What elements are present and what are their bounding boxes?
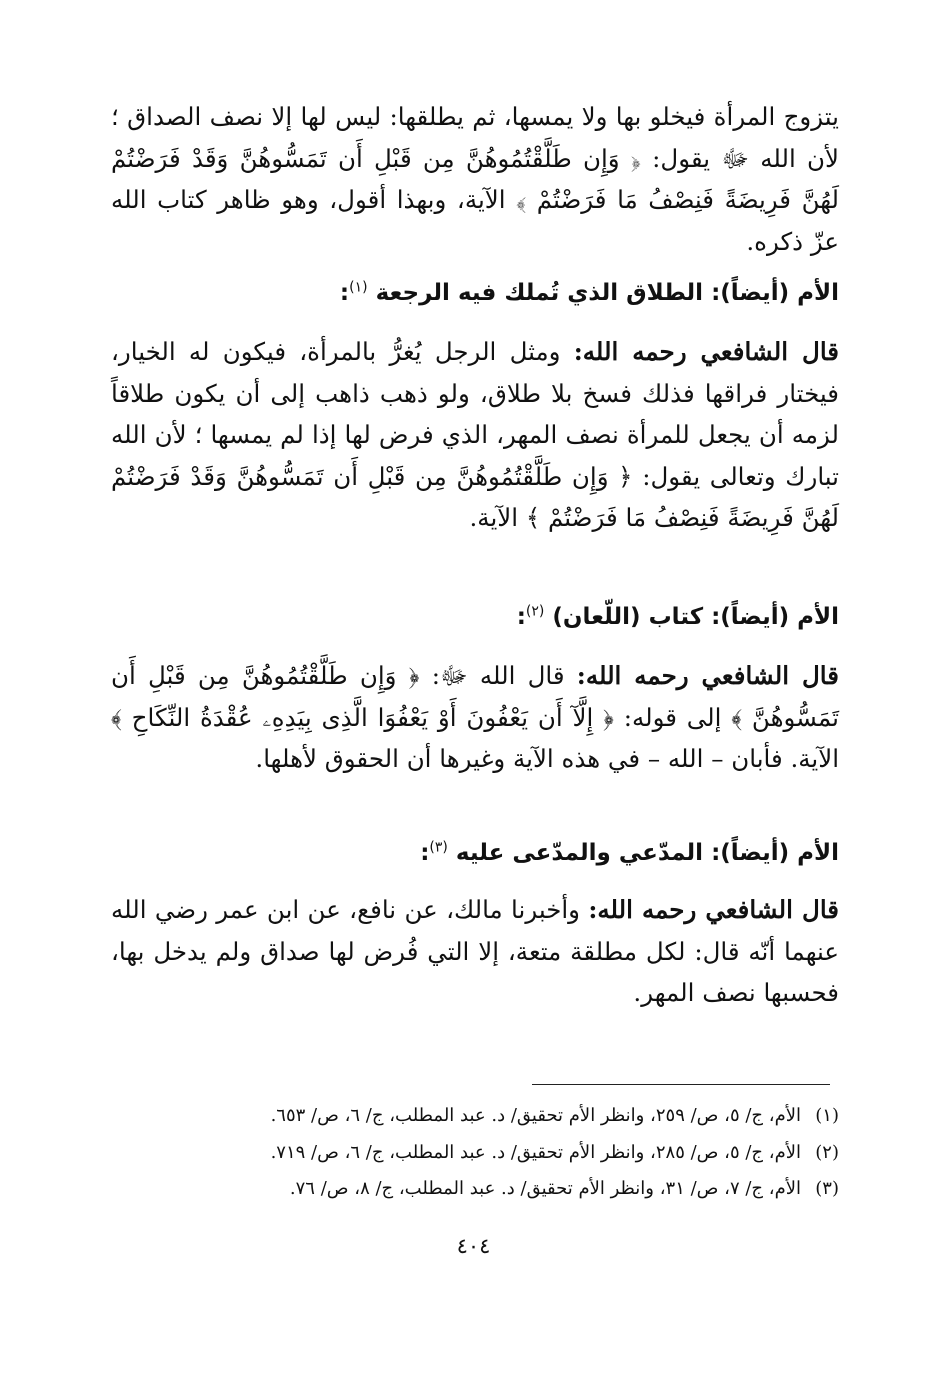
paragraph-1-text: يتزوج المرأة فيخلو بها ولا يمسها، ثم يطلقها: ليس لها إلا نصف الصداق ؛ لأن الله ﷻ يقول: ﴿ وَإِن طَلَّقْتُمُوهُنَّ مِن قَبْلِ أَن تَمَسُّوهُنَّ وَقَدْ فَرَضْتُمْ لَهُنَّ فَرِيضَةً فَنِصْفُ مَا فَرَضْتُمْ ﴾ الآية، وبهذا أقول، وهو ظاهر كتاب الله عزّ ذكره. <box>111 102 839 256</box>
footnote-ref-3: (٣) <box>429 839 448 856</box>
page-number: ٤٠٤ <box>456 1234 491 1258</box>
paragraph-4-text: وأخبرنا مالك، عن نافع، عن ابن عمر رضي الله عنهما أنّه قال: لكل مطلقة متعة، إلا التي فُرض لها صداق ولم يدخل بها، فحسبها نصف المهر. <box>111 895 839 1007</box>
paragraph-4-lead: قال الشافعي رحمه الله: <box>588 895 839 924</box>
heading-3-text: الأم (أيضاً): المدّعي والمدّعى عليه <box>455 840 839 866</box>
footnote-2 <box>111 1135 839 1172</box>
heading-1: الأم (أيضاً): الطلاق الذي تُملك فيه الرجعة $^{(١)}$: <box>339 279 839 306</box>
footnote-1-text: الأم، ج/ ٥، ص/ ٢٥٩، وانظر الأم تحقيق/ د. عبد المطلب، ج/ ٦، ص/ ٦٥٣. <box>270 1105 801 1126</box>
footnote-divider <box>532 1084 830 1085</box>
heading-2-text: الأم (أيضاً): كتاب (اللّعان) <box>552 604 839 630</box>
footnote-2-text: الأم، ج/ ٥، ص/ ٢٨٥، وانظر الأم تحقيق/ د. عبد المطلب، ج/ ٦، ص/ ٧١٩. <box>270 1141 801 1163</box>
paragraph-3 <box>111 655 839 780</box>
paragraph-3-lead: قال الشافعي رحمه الله: <box>576 661 839 690</box>
footnotes <box>111 1098 839 1208</box>
footnote-2-number: (٢) <box>815 1141 839 1163</box>
footnote-1-number: (١) <box>815 1105 839 1126</box>
paragraph-2-text: ومثل الرجل يُغرُّ بالمرأة، فيكون له الخيار، فيختار فراقها فذلك فسخ بلا طلاق، ولو ذهب ذاهب إلى أن يكون طلاقاً لزمه أن يجعل للمرأة نصف المهر، الذي فرض لها إذا لم يمسها ؛ لأن الله تبارك وتعالى يقول: ﴿ وَإِن طَلَّقْتُمُوهُنَّ مِن قَبْلِ أَن تَمَسُّوهُنَّ وَقَدْ فَرَضْتُمْ لَهُنَّ فَرِيضَةً فَنِصْفُ مَا فَرَضْتُمْ ﴾ الآية. <box>111 337 839 532</box>
footnote-1 <box>111 1098 839 1135</box>
footnote-ref-2: (٢) <box>525 603 545 620</box>
heading-3: الأم (أيضاً): المدّعي والمدّعى عليه $^{(٣)}$: <box>420 839 839 866</box>
heading-1-text: الأم (أيضاً): الطلاق الذي تُملك فيه الرجعة <box>375 280 839 306</box>
footnote-3-number: (٣) <box>815 1178 839 1199</box>
heading-2: الأم (أيضاً): كتاب (اللّعان) $^{(٢)}$: <box>516 603 839 630</box>
paragraph-2-lead: قال الشافعي رحمه الله: <box>573 337 839 366</box>
paragraph-2 <box>111 331 839 539</box>
paragraph-4 <box>111 889 839 1014</box>
footnote-ref-1: (١) <box>349 279 368 296</box>
footnote-3 <box>111 1171 839 1208</box>
footnote-3-text: الأم، ج/ ٧، ص/ ٣١، وانظر الأم تحقيق/ د. عبد المطلب، ج/ ٨، ص/ ٧٦. <box>289 1178 801 1199</box>
paragraph-1 <box>111 96 839 262</box>
paragraph-3-text: قال الله ﷻ: ﴿ وَإِن طَلَّقْتُمُوهُنَّ مِن قَبْلِ أَن تَمَسُّوهُنَّ ﴾ إلى قوله: ﴿ إِلَّآ أَن يَعْفُونَ أَوْ يَعْفُوَا الَّذِى بِيَدِهِۦ عُقْدَةُ النِّكَاحِ ﴾ الآية. فأبان – الله – في هذه الآية وغيرها أن الحقوق لأهلها. <box>111 661 839 773</box>
